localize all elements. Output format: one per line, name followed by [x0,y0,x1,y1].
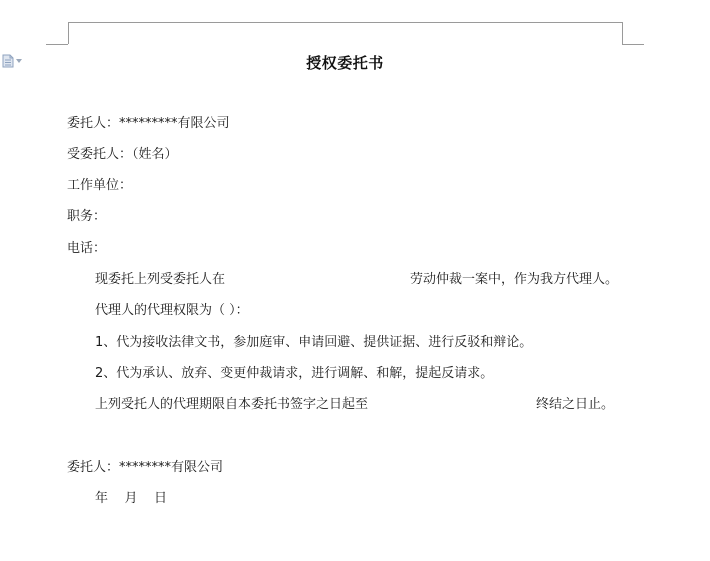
workplace-line: 工作单位： [67,178,133,193]
principal-line: 委托人：*********有限公司 [67,116,230,131]
margin-guide-top-left-horizontal [46,44,68,45]
authority-paragraph: 代理人的代理权限为（ ）： [95,303,249,318]
term-paragraph-right: 终结之日止。 [536,397,615,412]
signature-line: 委托人：********有限公司 [67,460,224,475]
agent-line: 受委托人：（姓名） [67,147,178,162]
position-line: 职务： [67,209,107,224]
document-title: 授权委托书 [306,54,384,72]
authority-item-1: 1、代为接收法律文书，参加庭审、申请回避、提供证据、进行反驳和辩论。 [95,335,533,350]
margin-guide-top-right-vertical [622,22,623,44]
entrust-paragraph-left: 现委托上列受委托人在 [95,272,226,287]
term-paragraph-left: 上列受托人的代理期限自本委托书签字之日起至 [95,397,369,412]
margin-guide-top [68,22,622,23]
margin-guide-top-right-horizontal [622,44,644,45]
authority-item-2: 2、代为承认、放弃、变更仲裁请求，进行调解、和解，提起反请求。 [95,366,494,381]
entrust-paragraph-right: 劳动仲裁一案中，作为我方代理人。 [410,272,619,287]
margin-guide-top-left-vertical [68,22,69,44]
date-line: 年 月 日 [95,491,168,506]
phone-line: 电话： [67,241,107,256]
